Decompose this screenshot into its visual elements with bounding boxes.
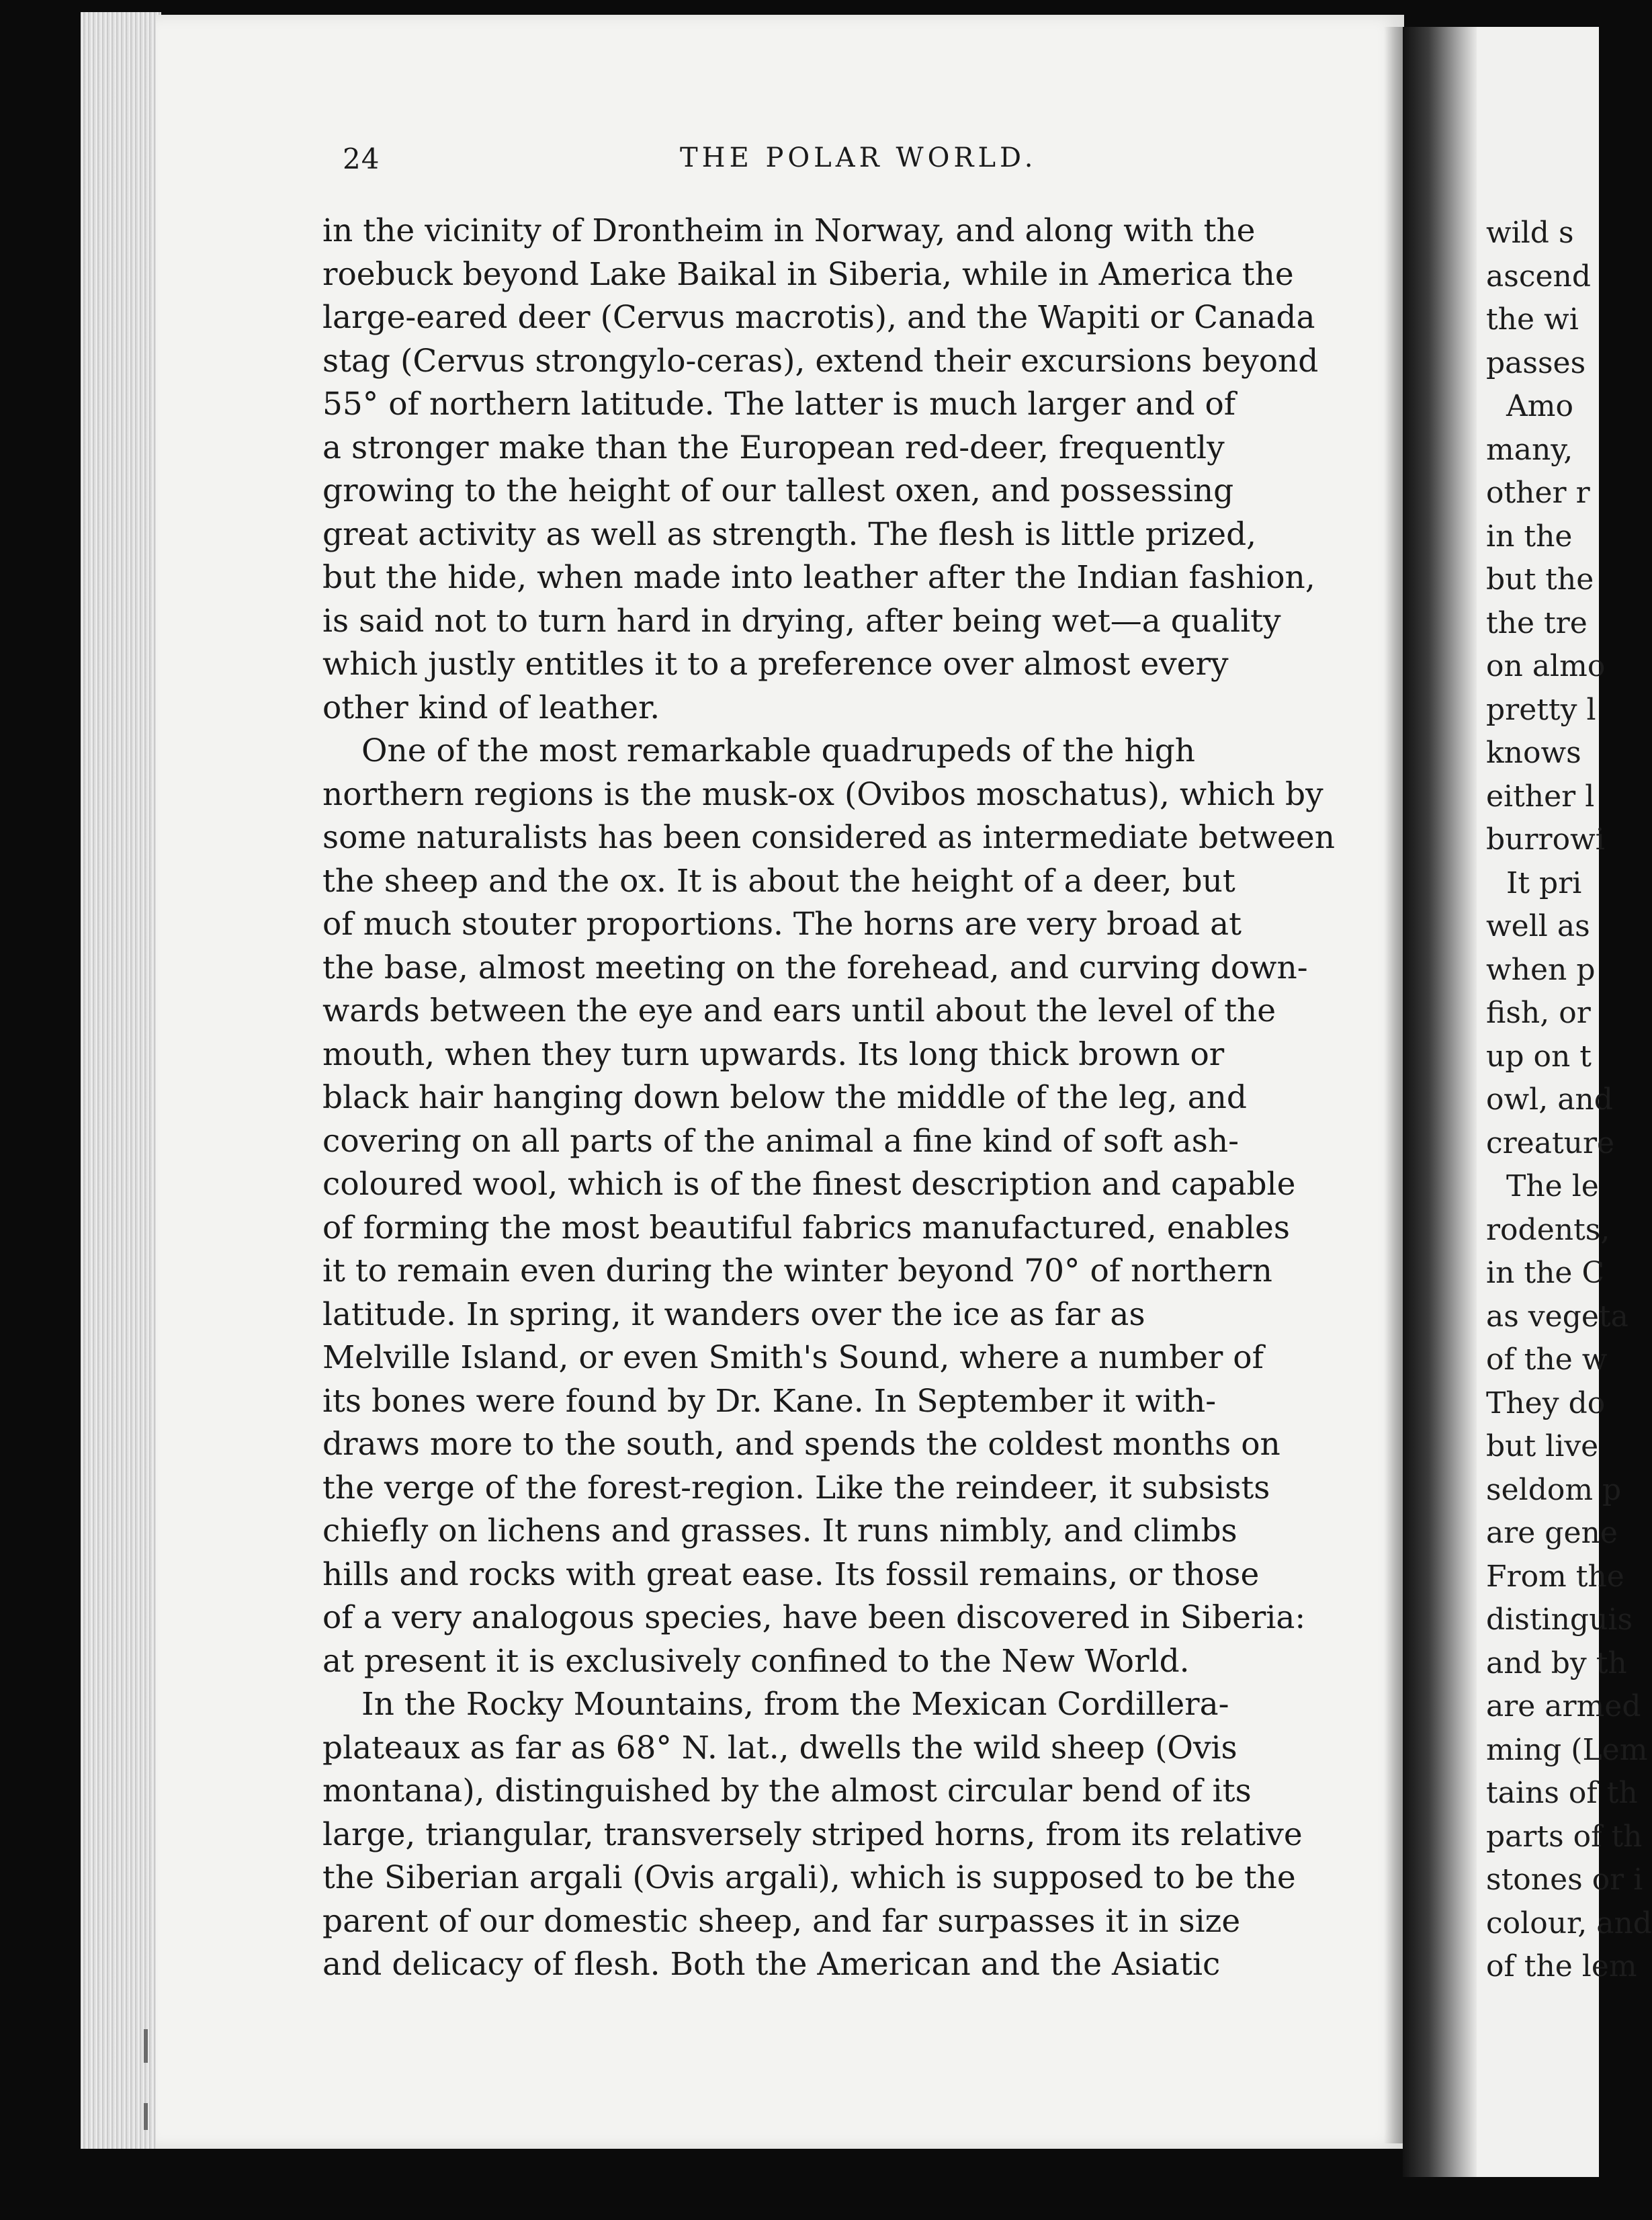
text-line: owl, and	[1486, 1082, 1613, 1117]
text-line: great activity as well as strength. The flesh is little prized,	[322, 515, 1257, 553]
text-line: its bones were found by Dr. Kane. In September it with-	[322, 1382, 1217, 1420]
text-line: it to remain even during the winter beyond 70° of northern	[322, 1252, 1272, 1289]
text-line: stones or i	[1486, 1863, 1643, 1897]
text-line: stag (Cervus strongylo-ceras), extend their excursions beyond	[322, 342, 1319, 380]
text-line: Amo	[1506, 389, 1573, 423]
text-line: northern regions is the musk-ox (Ovibos moschatus), which by	[322, 775, 1323, 813]
text-line: The le	[1506, 1169, 1599, 1203]
text-line: other r	[1486, 476, 1590, 510]
text-line: but the hide, when made into leather after the Indian fashion,	[322, 559, 1315, 596]
page-number: 24	[343, 142, 380, 175]
right-page-text	[1486, 212, 1652, 1989]
text-line: the verge of the forest-region. Like the reindeer, it subsists	[322, 1469, 1270, 1506]
text-line: passes	[1486, 345, 1586, 380]
text-line: the wi	[1486, 302, 1579, 337]
body-text	[322, 210, 1525, 1987]
text-line: and delicacy of flesh. Both the American and the Asiatic	[322, 1946, 1221, 1983]
text-line: knows	[1486, 736, 1581, 770]
text-line: are gene	[1486, 1516, 1618, 1550]
text-line: is said not to turn hard in drying, after being wet—a quality	[322, 602, 1281, 640]
text-line: well as	[1486, 909, 1590, 943]
left-page	[156, 15, 1404, 2149]
text-line: are armed	[1486, 1689, 1641, 1723]
text-line: colour, and	[1486, 1906, 1652, 1940]
text-line: in the	[1486, 519, 1573, 554]
margin-mark	[144, 2029, 148, 2063]
text-line: at present it is exclusively confined to the New World.	[322, 1642, 1190, 1680]
text-line: the base, almost meeting on the forehead, and curving down-	[322, 949, 1308, 986]
text-line: as vegeta	[1486, 1299, 1628, 1334]
text-line: hills and rocks with great ease. Its fossil remains, or those	[322, 1555, 1260, 1593]
margin-mark	[144, 2103, 148, 2130]
text-line: other kind of leather.	[322, 689, 660, 726]
text-line: parts of th	[1486, 1819, 1643, 1854]
text-line: when p	[1486, 952, 1596, 987]
text-line: rodents,	[1486, 1212, 1610, 1247]
text-line: either l	[1486, 779, 1595, 814]
text-line: of much stouter proportions. The horns are very broad at	[322, 906, 1242, 943]
text-line: the sheep and the ox. It is about the height of a deer, but	[322, 862, 1235, 900]
running-title: THE POLAR WORLD.	[680, 142, 1037, 173]
text-line: up on t	[1486, 1039, 1592, 1074]
running-head	[156, 142, 1404, 183]
text-line: fish, or	[1486, 996, 1591, 1030]
text-line: which justly entitles it to a preference over almost every	[322, 646, 1229, 683]
text-line: seldom p	[1486, 1472, 1622, 1507]
text-line: draws more to the south, and spends the coldest months on	[322, 1426, 1280, 1463]
text-line: coloured wool, which is of the finest description and capable	[322, 1166, 1296, 1203]
text-line: montana), distinguished by the almost circular bend of its	[322, 1773, 1252, 1809]
text-line: It pri	[1506, 865, 1582, 900]
text-line: tains of th	[1486, 1776, 1638, 1810]
text-line: ascend	[1486, 259, 1591, 294]
text-line: latitude. In spring, it wanders over the ice as far as	[322, 1295, 1145, 1333]
text-line: growing to the height of our tallest oxen, and possessing	[322, 472, 1234, 509]
text-line: plateaux as far as 68° N. lat., dwells the wild sheep (Ovis	[322, 1729, 1237, 1766]
text-line: but the	[1486, 562, 1594, 597]
text-line: roebuck beyond Lake Baikal in Siberia, while in America the	[322, 255, 1294, 293]
text-line: in the C	[1486, 1256, 1605, 1290]
text-line: many,	[1486, 432, 1573, 467]
text-line: creature	[1486, 1125, 1615, 1160]
text-line: of a very analogous species, have been discovered in Siberia:	[322, 1599, 1306, 1636]
text-line: large-eared deer (Cervus macrotis), and the Wapiti or Canada	[322, 299, 1315, 336]
text-line: in the vicinity of Drontheim in Norway, and along with the	[322, 212, 1256, 249]
text-line: They do	[1486, 1385, 1606, 1420]
right-page	[1403, 27, 1652, 2177]
text-line: a stronger make than the European red-deer, frequently	[322, 429, 1225, 466]
text-line: of the lem	[1486, 1949, 1637, 1983]
text-line: the Siberian argali (Ovis argali), which is supposed to be the	[322, 1859, 1296, 1896]
page-edge-stack	[81, 12, 161, 2149]
text-line: on almo	[1486, 649, 1606, 683]
text-line: wild s	[1486, 216, 1574, 250]
text-line: Melville Island, or even Smith's Sound, where a number of	[322, 1339, 1264, 1376]
text-line: pretty l	[1486, 692, 1596, 727]
right-page-gutter	[1403, 27, 1477, 2177]
text-line: but live	[1486, 1429, 1599, 1463]
text-line: chiefly on lichens and grasses. It runs nimbly, and climbs	[322, 1512, 1237, 1549]
text-line: the tre	[1486, 605, 1588, 640]
text-line: some naturalists has been considered as intermediate between	[322, 819, 1335, 856]
text-line: of the w	[1486, 1342, 1608, 1377]
text-line: ming (Lem	[1486, 1732, 1648, 1767]
text-line: From the	[1486, 1559, 1624, 1594]
text-line: of forming the most beautiful fabrics manufactured, enables	[322, 1209, 1290, 1246]
text-line: wards between the eye and ears until about the level of the	[322, 992, 1276, 1029]
paragraph-start-line: One of the most remarkable quadrupeds of the high	[361, 732, 1196, 769]
text-line: burrowi	[1486, 822, 1605, 857]
text-line: black hair hanging down below the middle of the leg, and	[322, 1079, 1248, 1116]
text-line: mouth, when they turn upwards. Its long thick brown or	[322, 1035, 1225, 1073]
text-line: parent of our domestic sheep, and far surpasses it in size	[322, 1902, 1241, 1940]
paragraph-start-line: In the Rocky Mountains, from the Mexican Cordillera-	[361, 1686, 1229, 1723]
text-line: 55° of northern latitude. The latter is much larger and of	[322, 386, 1236, 423]
text-line: covering on all parts of the animal a fine kind of soft ash-	[322, 1122, 1239, 1160]
text-line: and by th	[1486, 1646, 1627, 1680]
text-line: large, triangular, transversely striped horns, from its relative	[322, 1816, 1303, 1853]
text-line: distinguis	[1486, 1603, 1633, 1637]
